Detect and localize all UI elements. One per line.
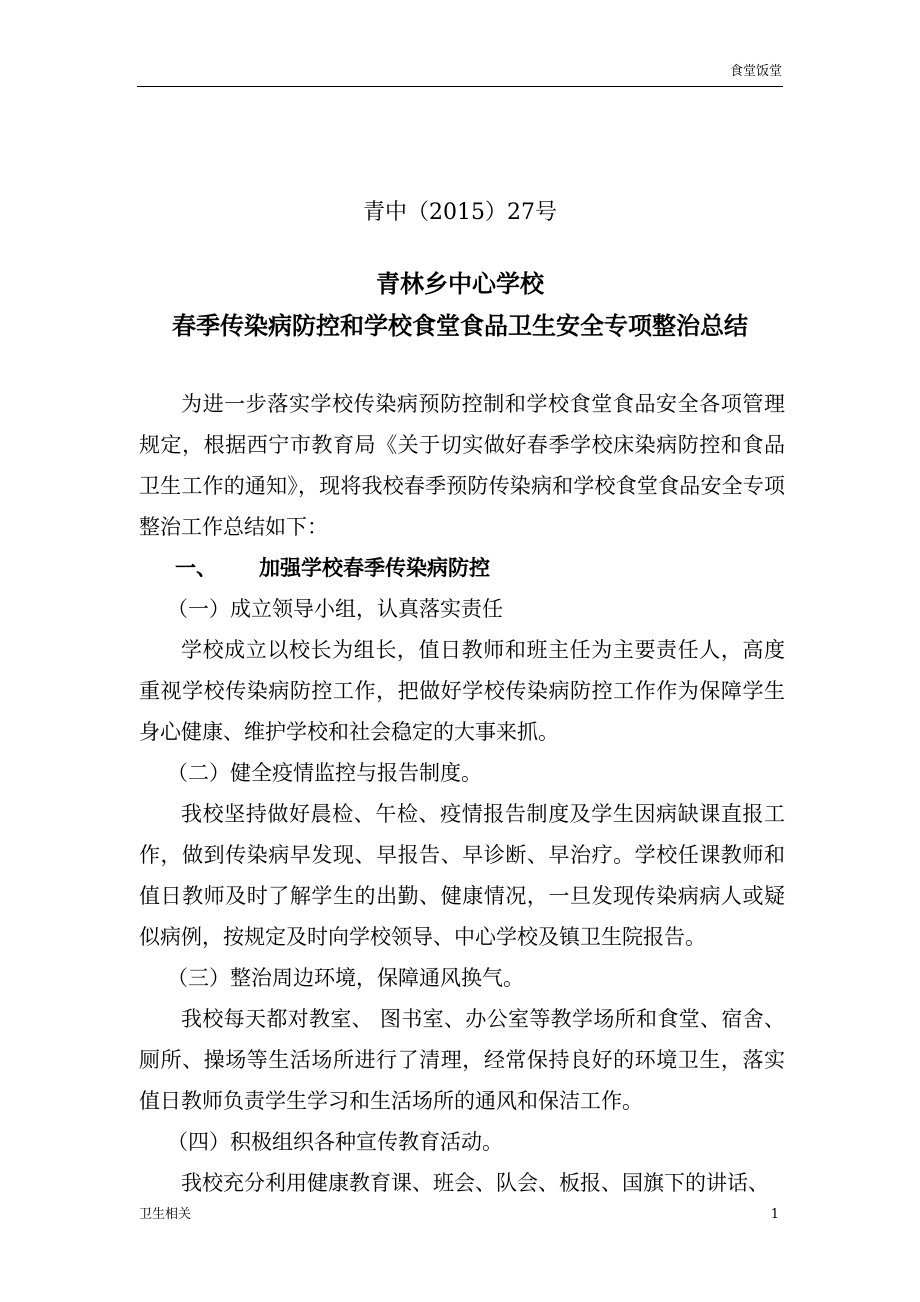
page-number: 1 (770, 1207, 779, 1222)
subsection-heading: （二）健全疫情监控与报告制度。 (167, 761, 482, 785)
subsection-paragraph: 我校充分利用健康教育课、班会、队会、板报、国旗下的讲话、 (181, 1171, 769, 1195)
section-number: 一、 (175, 556, 217, 580)
subsection-heading: （四）积极组织各种宣传教育活动。 (167, 1130, 503, 1154)
title-line-1: 青林乡中心学校 (376, 270, 544, 298)
document-body (139, 384, 785, 1204)
title-line-2: 春季传染病防控和学校食堂食品卫生安全专项整治总结 (172, 312, 748, 340)
section-title: 加强学校春季传染病防控 (259, 556, 490, 580)
intro-paragraph: 为进一步落实学校传染病预防控制和学校食堂食品安全各项管理规定，根据西宁市教育局《关于切实做好春季学校床染病防控和食品卫生工作的通知》，现将我校春季预防传染病和学校食堂食品安全专项整治工作总结如下： (139, 392, 785, 539)
subsection-heading: （一）成立领导小组，认真落实责任 (167, 597, 503, 621)
header-rule (137, 86, 783, 87)
subsection-heading: （三）整治周边环境，保障通风换气。 (167, 966, 524, 990)
subsection-paragraph: 我校坚持做好晨检、午检、疫情报告制度及学生因病缺课直报工作，做到传染病早发现、早报告、早诊断、早治疗。学校任课教师和值日教师及时了解学生的出勤、健康情况，一旦发现传染病病人或疑似病例，按规定及时向学校领导、中心学校及镇卫生院报告。 (139, 802, 785, 949)
subsection-paragraph: 我校每天都对教室、 图书室、办公室等教学场所和食堂、宿舍、厕所、操场等生活场所进行了清理，经常保持良好的环境卫生，落实值日教师负责学生学习和生活场所的通风和保洁工作。 (139, 1007, 785, 1113)
document-number: 青中（2015）27号 (363, 200, 557, 225)
subsection-paragraph: 学校成立以校长为组长，值日教师和班主任为主要责任人，高度重视学校传染病防控工作，把做好学校传染病防控工作作为保障学生身心健康、维护学校和社会稳定的大事来抓。 (139, 638, 785, 744)
running-header: 食堂饭堂 (729, 64, 782, 79)
section-heading (139, 548, 785, 589)
footer-label: 卫生相关 (139, 1207, 192, 1222)
